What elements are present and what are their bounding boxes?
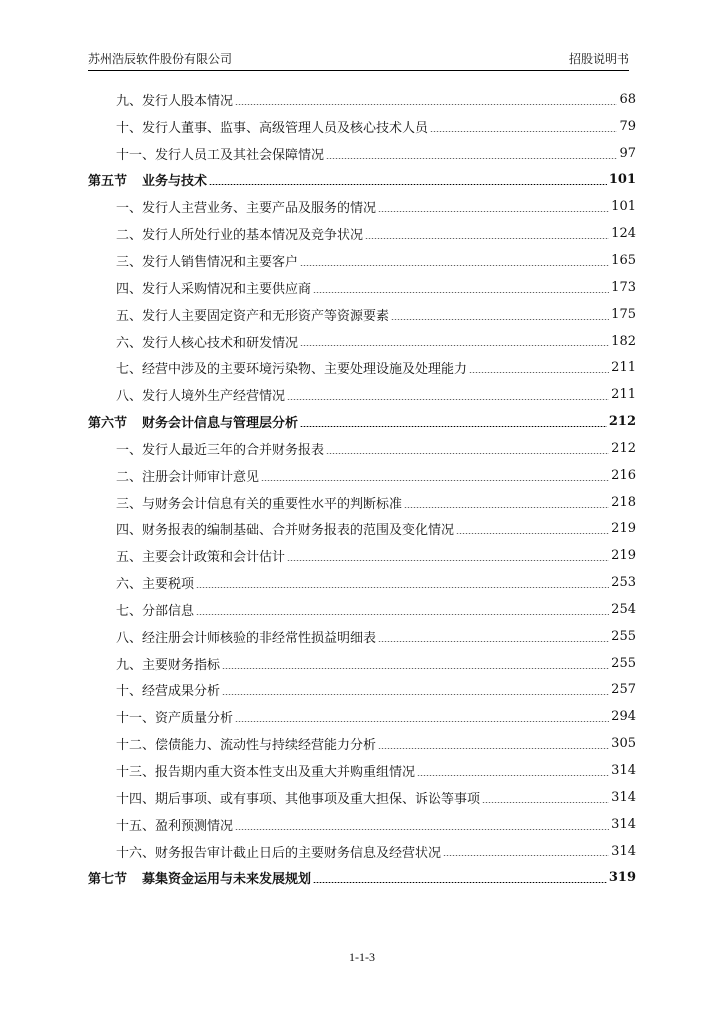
- toc-dot-leader: [326, 453, 609, 454]
- toc-dot-leader: [313, 292, 609, 293]
- toc-page-number: 253: [611, 575, 636, 591]
- page-header: [88, 48, 629, 71]
- toc-page-number: 219: [611, 521, 636, 537]
- toc-page-number: 165: [611, 252, 636, 268]
- toc-entry[interactable]: [88, 113, 636, 140]
- toc-page-number: 79: [619, 118, 636, 134]
- toc-entry[interactable]: [88, 220, 636, 247]
- toc-entry[interactable]: [88, 274, 636, 301]
- toc-entry-title: 四、发行人采购情况和主要供应商: [116, 281, 312, 297]
- toc-entry-title: 九、发行人股本情况: [116, 93, 234, 109]
- toc-dot-leader: [378, 211, 609, 212]
- toc-entry[interactable]: [88, 354, 636, 381]
- toc-dot-leader: [300, 426, 607, 427]
- toc-section-title: 财务会计信息与管理层分析: [142, 416, 299, 432]
- toc-entry-title: [88, 412, 298, 431]
- toc-dot-leader: [235, 721, 609, 722]
- toc-entry-title: 十二、偿债能力、流动性与持续经营能力分析: [116, 738, 377, 754]
- page-number: 1-1-3: [349, 950, 375, 964]
- toc-entry[interactable]: [88, 462, 636, 489]
- toc-page-number: 314: [611, 789, 636, 805]
- toc-dot-leader: [378, 641, 609, 642]
- toc-page-number: 255: [611, 628, 636, 644]
- toc-page-number: 216: [611, 467, 636, 483]
- toc-entry[interactable]: [88, 435, 636, 462]
- toc-entry-title: 六、主要税项: [116, 577, 195, 593]
- toc-section-number: 第五节: [88, 174, 128, 190]
- toc-entry-title: 十、经营成果分析: [116, 684, 221, 700]
- toc-dot-leader: [300, 345, 609, 346]
- toc-entry-title: 十三、报告期内重大资本性支出及重大并购重组情况: [116, 765, 416, 781]
- toc-entry[interactable]: [88, 193, 636, 220]
- header-company-name: 苏州浩辰软件股份有限公司: [88, 52, 233, 66]
- toc-entry[interactable]: [88, 784, 636, 811]
- table-of-contents: [88, 86, 636, 891]
- toc-page-number: 254: [611, 601, 636, 617]
- toc-dot-leader: [430, 131, 617, 132]
- toc-section-entry[interactable]: [88, 167, 636, 194]
- toc-entry-title: 三、发行人销售情况和主要客户: [116, 254, 299, 270]
- toc-entry-title: 五、主要会计政策和会计估计: [116, 550, 286, 566]
- toc-dot-leader: [222, 694, 609, 695]
- toc-dot-leader: [391, 319, 609, 320]
- toc-entry-title: 二、注册会计师审计意见: [116, 469, 260, 485]
- toc-entry-title: 六、发行人核心技术和研发情况: [116, 335, 299, 351]
- toc-entry[interactable]: [88, 757, 636, 784]
- toc-page-number: 218: [611, 494, 636, 510]
- toc-page-number: 314: [611, 843, 636, 859]
- toc-entry[interactable]: [88, 489, 636, 516]
- toc-section-entry[interactable]: [88, 408, 636, 435]
- toc-entry[interactable]: [88, 703, 636, 730]
- toc-dot-leader: [404, 507, 609, 508]
- toc-page-number: 219: [611, 548, 636, 564]
- toc-entry[interactable]: [88, 542, 636, 569]
- toc-page-number: 173: [611, 279, 636, 295]
- toc-page-number: 124: [611, 226, 636, 242]
- toc-page-number: 314: [611, 763, 636, 779]
- toc-dot-leader: [456, 533, 609, 534]
- toc-page-number: 68: [619, 91, 636, 107]
- toc-entry[interactable]: [88, 301, 636, 328]
- toc-entry[interactable]: [88, 650, 636, 677]
- toc-entry-title: 八、经注册会计师核验的非经常性损益明细表: [116, 630, 377, 646]
- toc-entry[interactable]: [88, 730, 636, 757]
- toc-section-number: 第七节: [88, 872, 128, 888]
- toc-entry[interactable]: [88, 381, 636, 408]
- toc-dot-leader: [469, 372, 609, 373]
- toc-dot-leader: [222, 668, 609, 669]
- toc-entry-title: 十一、发行人员工及其社会保障情况: [116, 147, 325, 163]
- toc-entry[interactable]: [88, 623, 636, 650]
- toc-page-number: 319: [608, 870, 636, 886]
- toc-entry-title: 十六、财务报告审计截止日后的主要财务信息及经营状况: [116, 845, 442, 861]
- toc-entry-title: 一、发行人最近三年的合并财务报表: [116, 442, 325, 458]
- toc-entry[interactable]: [88, 596, 636, 623]
- toc-dot-leader: [261, 480, 609, 481]
- toc-section-title: 业务与技术: [142, 174, 208, 190]
- toc-dot-leader: [287, 399, 609, 400]
- toc-page-number: 211: [611, 387, 636, 403]
- toc-section-title: 募集资金运用与未来发展规划: [142, 872, 312, 888]
- toc-dot-leader: [235, 829, 609, 830]
- toc-dot-leader: [313, 882, 607, 883]
- toc-page-number: 97: [619, 145, 636, 161]
- toc-page-number: 294: [611, 709, 636, 725]
- toc-page-number: 175: [611, 306, 636, 322]
- toc-dot-leader: [209, 184, 607, 185]
- toc-entry-title: 九、主要财务指标: [116, 657, 221, 673]
- toc-entry-title: 五、发行人主要固定资产和无形资产等资源要素: [116, 308, 390, 324]
- toc-entry-title: 四、财务报表的编制基础、合并财务报表的范围及变化情况: [116, 523, 455, 539]
- toc-dot-leader: [443, 855, 609, 856]
- toc-entry[interactable]: [88, 516, 636, 543]
- toc-page-number: 211: [611, 360, 636, 376]
- toc-entry-title: 十五、盈利预测情况: [116, 818, 234, 834]
- toc-entry[interactable]: [88, 86, 636, 113]
- toc-entry-title: 八、发行人境外生产经营情况: [116, 389, 286, 405]
- toc-entry[interactable]: [88, 838, 636, 865]
- toc-entry-title: 十四、期后事项、或有事项、其他事项及重大担保、诉讼等事项: [116, 791, 481, 807]
- toc-dot-leader: [378, 748, 609, 749]
- toc-entry-title: [88, 868, 311, 887]
- toc-dot-leader: [196, 587, 609, 588]
- toc-entry[interactable]: [88, 328, 636, 355]
- toc-page-number: 101: [608, 172, 636, 188]
- toc-entry[interactable]: [88, 140, 636, 167]
- toc-entry-title: [88, 170, 207, 189]
- toc-entry[interactable]: [88, 811, 636, 838]
- toc-dot-leader: [235, 104, 617, 105]
- toc-dot-leader: [300, 265, 609, 266]
- toc-dot-leader: [287, 560, 609, 561]
- toc-entry[interactable]: [88, 569, 636, 596]
- toc-entry-title: 一、发行人主营业务、主要产品及服务的情况: [116, 201, 377, 217]
- toc-entry-title: 七、经营中涉及的主要环境污染物、主要处理设施及处理能力: [116, 362, 468, 378]
- toc-entry[interactable]: [88, 677, 636, 704]
- toc-page-number: 305: [611, 736, 636, 752]
- toc-page-number: 314: [611, 816, 636, 832]
- toc-entry[interactable]: [88, 247, 636, 274]
- toc-dot-leader: [482, 802, 609, 803]
- toc-dot-leader: [417, 775, 609, 776]
- toc-dot-leader: [326, 158, 617, 159]
- toc-entry-title: 二、发行人所处行业的基本情况及竞争状况: [116, 228, 364, 244]
- toc-entry-title: 三、与财务会计信息有关的重要性水平的判断标准: [116, 496, 403, 512]
- header-document-type: 招股说明书: [568, 52, 629, 66]
- toc-page-number: 101: [611, 199, 636, 215]
- toc-dot-leader: [196, 614, 609, 615]
- toc-page-number: 257: [611, 682, 636, 698]
- toc-dot-leader: [365, 238, 609, 239]
- toc-page-number: 182: [611, 333, 636, 349]
- toc-entry-title: 十一、资产质量分析: [116, 711, 234, 727]
- toc-page-number: 212: [611, 440, 636, 456]
- toc-entry-title: 七、分部信息: [116, 603, 195, 619]
- toc-page-number: 212: [608, 414, 636, 430]
- toc-page-number: 255: [611, 655, 636, 671]
- toc-section-number: 第六节: [88, 416, 128, 432]
- toc-section-entry[interactable]: [88, 864, 636, 891]
- toc-entry-title: 十、发行人董事、监事、高级管理人员及核心技术人员: [116, 120, 429, 136]
